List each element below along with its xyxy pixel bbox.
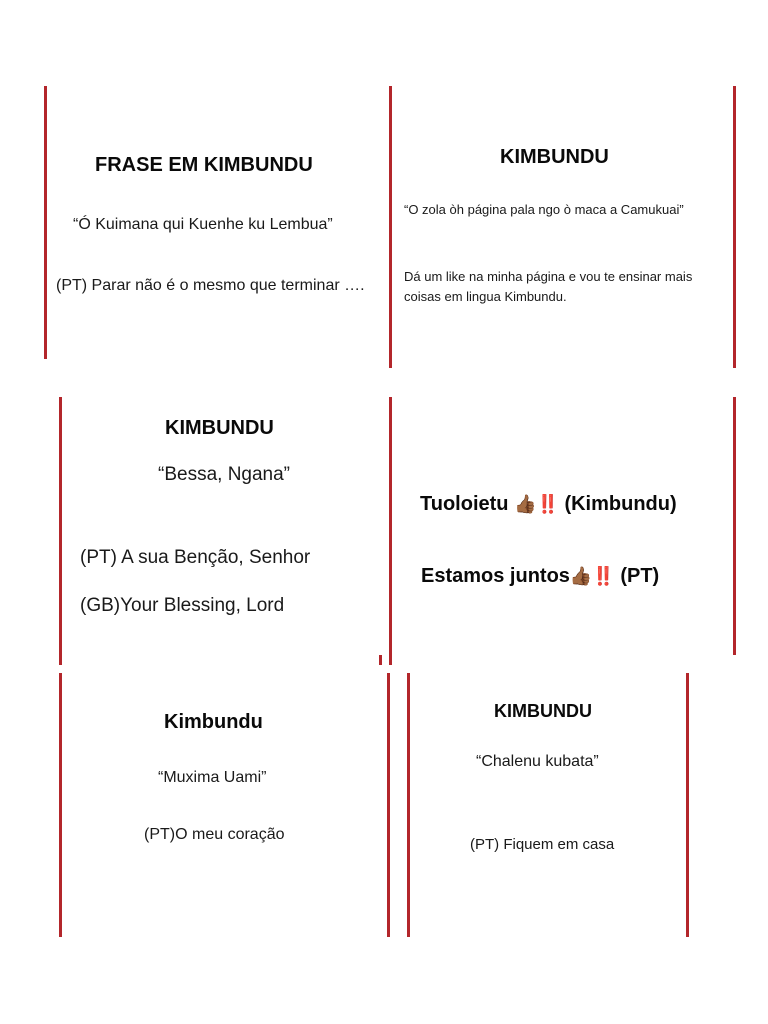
card-title: Kimbundu: [164, 711, 263, 733]
english-translation: (GB)Your Blessing, Lord: [80, 595, 285, 616]
card-chalenu-kubata: [410, 673, 686, 937]
kimbundu-phrase: “Bessa, Ngana”: [158, 464, 291, 485]
portuguese-word: Estamos juntos: [421, 565, 570, 587]
language-label: (PT): [620, 565, 660, 587]
card-kimbundu-like: [392, 86, 733, 368]
card-muxima-uami: [62, 673, 387, 937]
kimbundu-phrase: “O zola òh página pala ngo ò maca a Camukuai”: [404, 202, 684, 217]
portuguese-translation: (PT) A sua Benção, Senhor: [80, 547, 311, 568]
card-title: KIMBUNDU: [500, 146, 609, 168]
thumbs-up-exclamation-icon: 👍🏾‼️: [514, 494, 559, 515]
kimbundu-phrase: “Ó Kuimana qui Kuenhe ku Lembua”: [73, 216, 333, 233]
kimbundu-phrase: “Muxima Uami”: [158, 769, 267, 786]
portuguese-translation: (PT) Parar não é o mesmo que terminar ….: [56, 277, 365, 294]
card-title: KIMBUNDU: [494, 701, 592, 721]
note-line: Dá um like na minha página e vou te ensinar mais: [404, 269, 693, 284]
card-title: FRASE EM KIMBUNDU: [95, 154, 313, 176]
card-tuoloietu: [392, 397, 733, 655]
phrase-line-kimbundu: [420, 493, 677, 516]
divider-line: [387, 673, 390, 937]
kimbundu-phrase: “Chalenu kubata”: [476, 753, 599, 770]
thumbs-up-exclamation-icon: 👍🏾‼️: [569, 566, 615, 587]
kimbundu-word: Tuoloietu: [420, 493, 509, 515]
portuguese-translation: (PT) Fiquem em casa: [470, 836, 615, 853]
language-label: (Kimbundu): [564, 493, 677, 515]
card-frase-em-kimbundu: [47, 86, 389, 359]
divider-line: [733, 397, 736, 655]
card-bessa-ngana: [62, 397, 389, 665]
card-title: KIMBUNDU: [165, 417, 274, 439]
portuguese-translation: (PT)O meu coração: [144, 826, 285, 843]
note-line: coisas em lingua Kimbundu.: [404, 289, 567, 304]
divider-line: [733, 86, 736, 368]
phrase-line-portuguese: [421, 565, 659, 588]
divider-line: [686, 673, 689, 937]
